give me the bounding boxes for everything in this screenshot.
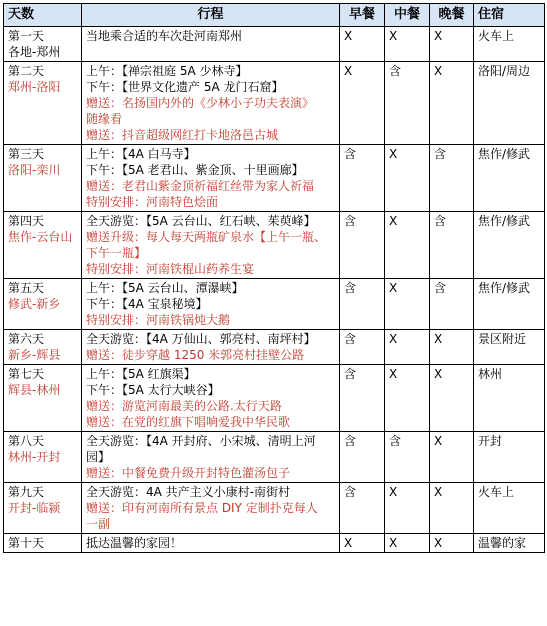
day-label: 第四天 bbox=[8, 214, 45, 228]
plan-line: 特别安排：河南铁锅炖大鹅 bbox=[86, 313, 231, 327]
plan-line: 赠送升级：每人每天两瓶矿泉水【上午一瓶、 bbox=[86, 230, 327, 244]
plan-line: 全天游览：4A 共产主义小康村-南街村 bbox=[86, 485, 290, 499]
itinerary-table bbox=[3, 3, 545, 553]
day-cell bbox=[4, 330, 82, 365]
day-label: 第七天 bbox=[8, 367, 45, 381]
lunch-cell: X bbox=[385, 279, 430, 330]
breakfast-cell: 含 bbox=[340, 432, 385, 483]
plan-line: 上午：【4A 白马寺】 bbox=[86, 147, 196, 161]
dinner-cell: X bbox=[430, 27, 474, 62]
lunch-cell: X bbox=[385, 27, 430, 62]
breakfast-cell: 含 bbox=[340, 483, 385, 534]
lunch-cell: X bbox=[385, 365, 430, 432]
plan-line: 下午：【世界文化遗产 5A 龙门石窟】 bbox=[86, 80, 284, 94]
plan-cell bbox=[82, 145, 340, 212]
header-breakfast: 早餐 bbox=[340, 4, 385, 27]
plan-line: 下午：【5A 老君山、紫金顶、十里画廊】 bbox=[86, 163, 304, 177]
table-row bbox=[4, 27, 545, 62]
dinner-cell: 含 bbox=[430, 212, 474, 279]
lunch-cell: X bbox=[385, 212, 430, 279]
route-label: 焦作-云台山 bbox=[8, 230, 73, 244]
day-label: 第八天 bbox=[8, 434, 45, 448]
table-row bbox=[4, 212, 545, 279]
table-row bbox=[4, 330, 545, 365]
route-label: 开封-临颍 bbox=[8, 501, 61, 515]
table-row bbox=[4, 432, 545, 483]
breakfast-cell: 含 bbox=[340, 145, 385, 212]
route-label: 林州-开封 bbox=[8, 450, 61, 464]
plan-line: 全天游览：【4A 开封府、小宋城、清明上河 bbox=[86, 434, 316, 448]
plan-line: 赠送：老君山紫金顶祈福红丝带为家人祈福 bbox=[86, 179, 315, 193]
breakfast-cell: 含 bbox=[340, 279, 385, 330]
plan-cell bbox=[82, 534, 340, 553]
day-label: 第五天 bbox=[8, 281, 45, 295]
header-lunch: 中餐 bbox=[385, 4, 430, 27]
table-row bbox=[4, 145, 545, 212]
plan-line: 园】 bbox=[86, 450, 111, 464]
day-label: 第二天 bbox=[8, 64, 45, 78]
plan-line: 上午：【5A 云台山、潭瀑峡】 bbox=[86, 281, 244, 295]
plan-cell bbox=[82, 330, 340, 365]
plan-line: 特别安排：河南特色烩面 bbox=[86, 195, 219, 209]
plan-cell bbox=[82, 279, 340, 330]
table-row bbox=[4, 365, 545, 432]
plan-line: 赠送：名扬国内外的《少林小子功夫表演》 bbox=[86, 96, 315, 110]
plan-line: 赠送：印有河南所有景点 DIY 定制扑克每人 bbox=[86, 501, 318, 515]
plan-line: 下午一瓶】 bbox=[86, 246, 147, 260]
lunch-cell: X bbox=[385, 483, 430, 534]
day-label: 第一天 bbox=[8, 29, 45, 43]
day-label: 第三天 bbox=[8, 147, 45, 161]
dinner-cell: X bbox=[430, 534, 474, 553]
day-cell bbox=[4, 483, 82, 534]
dinner-cell: X bbox=[430, 483, 474, 534]
plan-line: 抵达温馨的家园！ bbox=[86, 536, 183, 550]
day-cell bbox=[4, 365, 82, 432]
table-row bbox=[4, 62, 545, 145]
day-cell bbox=[4, 432, 82, 483]
stay-cell: 开封 bbox=[474, 432, 545, 483]
dinner-cell: X bbox=[430, 432, 474, 483]
breakfast-cell: 含 bbox=[340, 330, 385, 365]
dinner-cell: X bbox=[430, 62, 474, 145]
stay-cell: 洛阳/周边 bbox=[474, 62, 545, 145]
day-cell bbox=[4, 279, 82, 330]
table-row bbox=[4, 279, 545, 330]
header-dinner: 晚餐 bbox=[430, 4, 474, 27]
lunch-cell: X bbox=[385, 534, 430, 553]
header-day: 天数 bbox=[4, 4, 82, 27]
route-label: 各地-郑州 bbox=[8, 45, 61, 59]
plan-line: 全天游览：【5A 云台山、红石峡、茱萸峰】 bbox=[86, 214, 316, 228]
day-cell bbox=[4, 27, 82, 62]
breakfast-cell: 含 bbox=[340, 365, 385, 432]
plan-line: 一副 bbox=[86, 517, 111, 531]
plan-line: 下午：【4A 宝泉秘境】 bbox=[86, 297, 208, 311]
stay-cell: 景区附近 bbox=[474, 330, 545, 365]
route-label: 辉县-林州 bbox=[8, 383, 61, 397]
plan-cell bbox=[82, 212, 340, 279]
dinner-cell: X bbox=[430, 365, 474, 432]
breakfast-cell: X bbox=[340, 27, 385, 62]
plan-cell bbox=[82, 365, 340, 432]
stay-cell: 焦作/修武 bbox=[474, 279, 545, 330]
plan-cell bbox=[82, 62, 340, 145]
plan-cell bbox=[82, 483, 340, 534]
route-label: 修武-新乡 bbox=[8, 297, 61, 311]
stay-cell: 焦作/修武 bbox=[474, 212, 545, 279]
plan-line: 上午：【禅宗祖庭 5A 少林寺】 bbox=[86, 64, 248, 78]
lunch-cell: 含 bbox=[385, 62, 430, 145]
dinner-cell: X bbox=[430, 330, 474, 365]
plan-line: 赠送：在党的红旗下唱响爱我中华民歌 bbox=[86, 415, 291, 429]
header-stay: 住宿 bbox=[474, 4, 545, 27]
plan-line: 赠送：游览河南最美的公路.太行天路 bbox=[86, 399, 282, 413]
breakfast-cell: 含 bbox=[340, 212, 385, 279]
lunch-cell: X bbox=[385, 145, 430, 212]
header-plan: 行程 bbox=[82, 4, 340, 27]
plan-line: 赠送：徒步穿越 1250 米郭亮村挂壁公路 bbox=[86, 348, 305, 362]
header-row bbox=[4, 4, 545, 27]
plan-line: 上午：【5A 红旗渠】 bbox=[86, 367, 196, 381]
day-cell bbox=[4, 534, 82, 553]
plan-line: 下午：【5A 太行大峡谷】 bbox=[86, 383, 220, 397]
stay-cell: 焦作/修武 bbox=[474, 145, 545, 212]
day-label: 第十天 bbox=[8, 536, 45, 550]
route-label: 洛阳-栾川 bbox=[8, 163, 61, 177]
table-row bbox=[4, 483, 545, 534]
plan-cell bbox=[82, 432, 340, 483]
day-cell bbox=[4, 212, 82, 279]
plan-line: 赠送：抖音超级网红打卡地洛邑古城 bbox=[86, 128, 279, 142]
lunch-cell: X bbox=[385, 330, 430, 365]
plan-line: 全天游览：【4A 万仙山、郭亮村、南坪村】 bbox=[86, 332, 316, 346]
dinner-cell: 含 bbox=[430, 145, 474, 212]
dinner-cell: 含 bbox=[430, 279, 474, 330]
plan-line: 赠送：中餐免费升级开封特色灌汤包子 bbox=[86, 466, 291, 480]
breakfast-cell: X bbox=[340, 534, 385, 553]
itinerary-body bbox=[4, 27, 545, 553]
plan-line: 特别安排：河南铁棍山药养生宴 bbox=[86, 262, 255, 276]
day-cell bbox=[4, 145, 82, 212]
stay-cell: 火车上 bbox=[474, 27, 545, 62]
plan-cell bbox=[82, 27, 340, 62]
stay-cell: 温馨的家 bbox=[474, 534, 545, 553]
table-row bbox=[4, 534, 545, 553]
stay-cell: 林州 bbox=[474, 365, 545, 432]
lunch-cell: 含 bbox=[385, 432, 430, 483]
plan-line: 随缘看 bbox=[86, 112, 123, 126]
stay-cell: 火车上 bbox=[474, 483, 545, 534]
plan-line: 当地乘合适的车次赴河南郑州 bbox=[86, 29, 243, 43]
route-label: 郑州-洛阳 bbox=[8, 80, 61, 94]
day-cell bbox=[4, 62, 82, 145]
day-label: 第九天 bbox=[8, 485, 45, 499]
route-label: 新乡-辉县 bbox=[8, 348, 61, 362]
breakfast-cell: X bbox=[340, 62, 385, 145]
day-label: 第六天 bbox=[8, 332, 45, 346]
